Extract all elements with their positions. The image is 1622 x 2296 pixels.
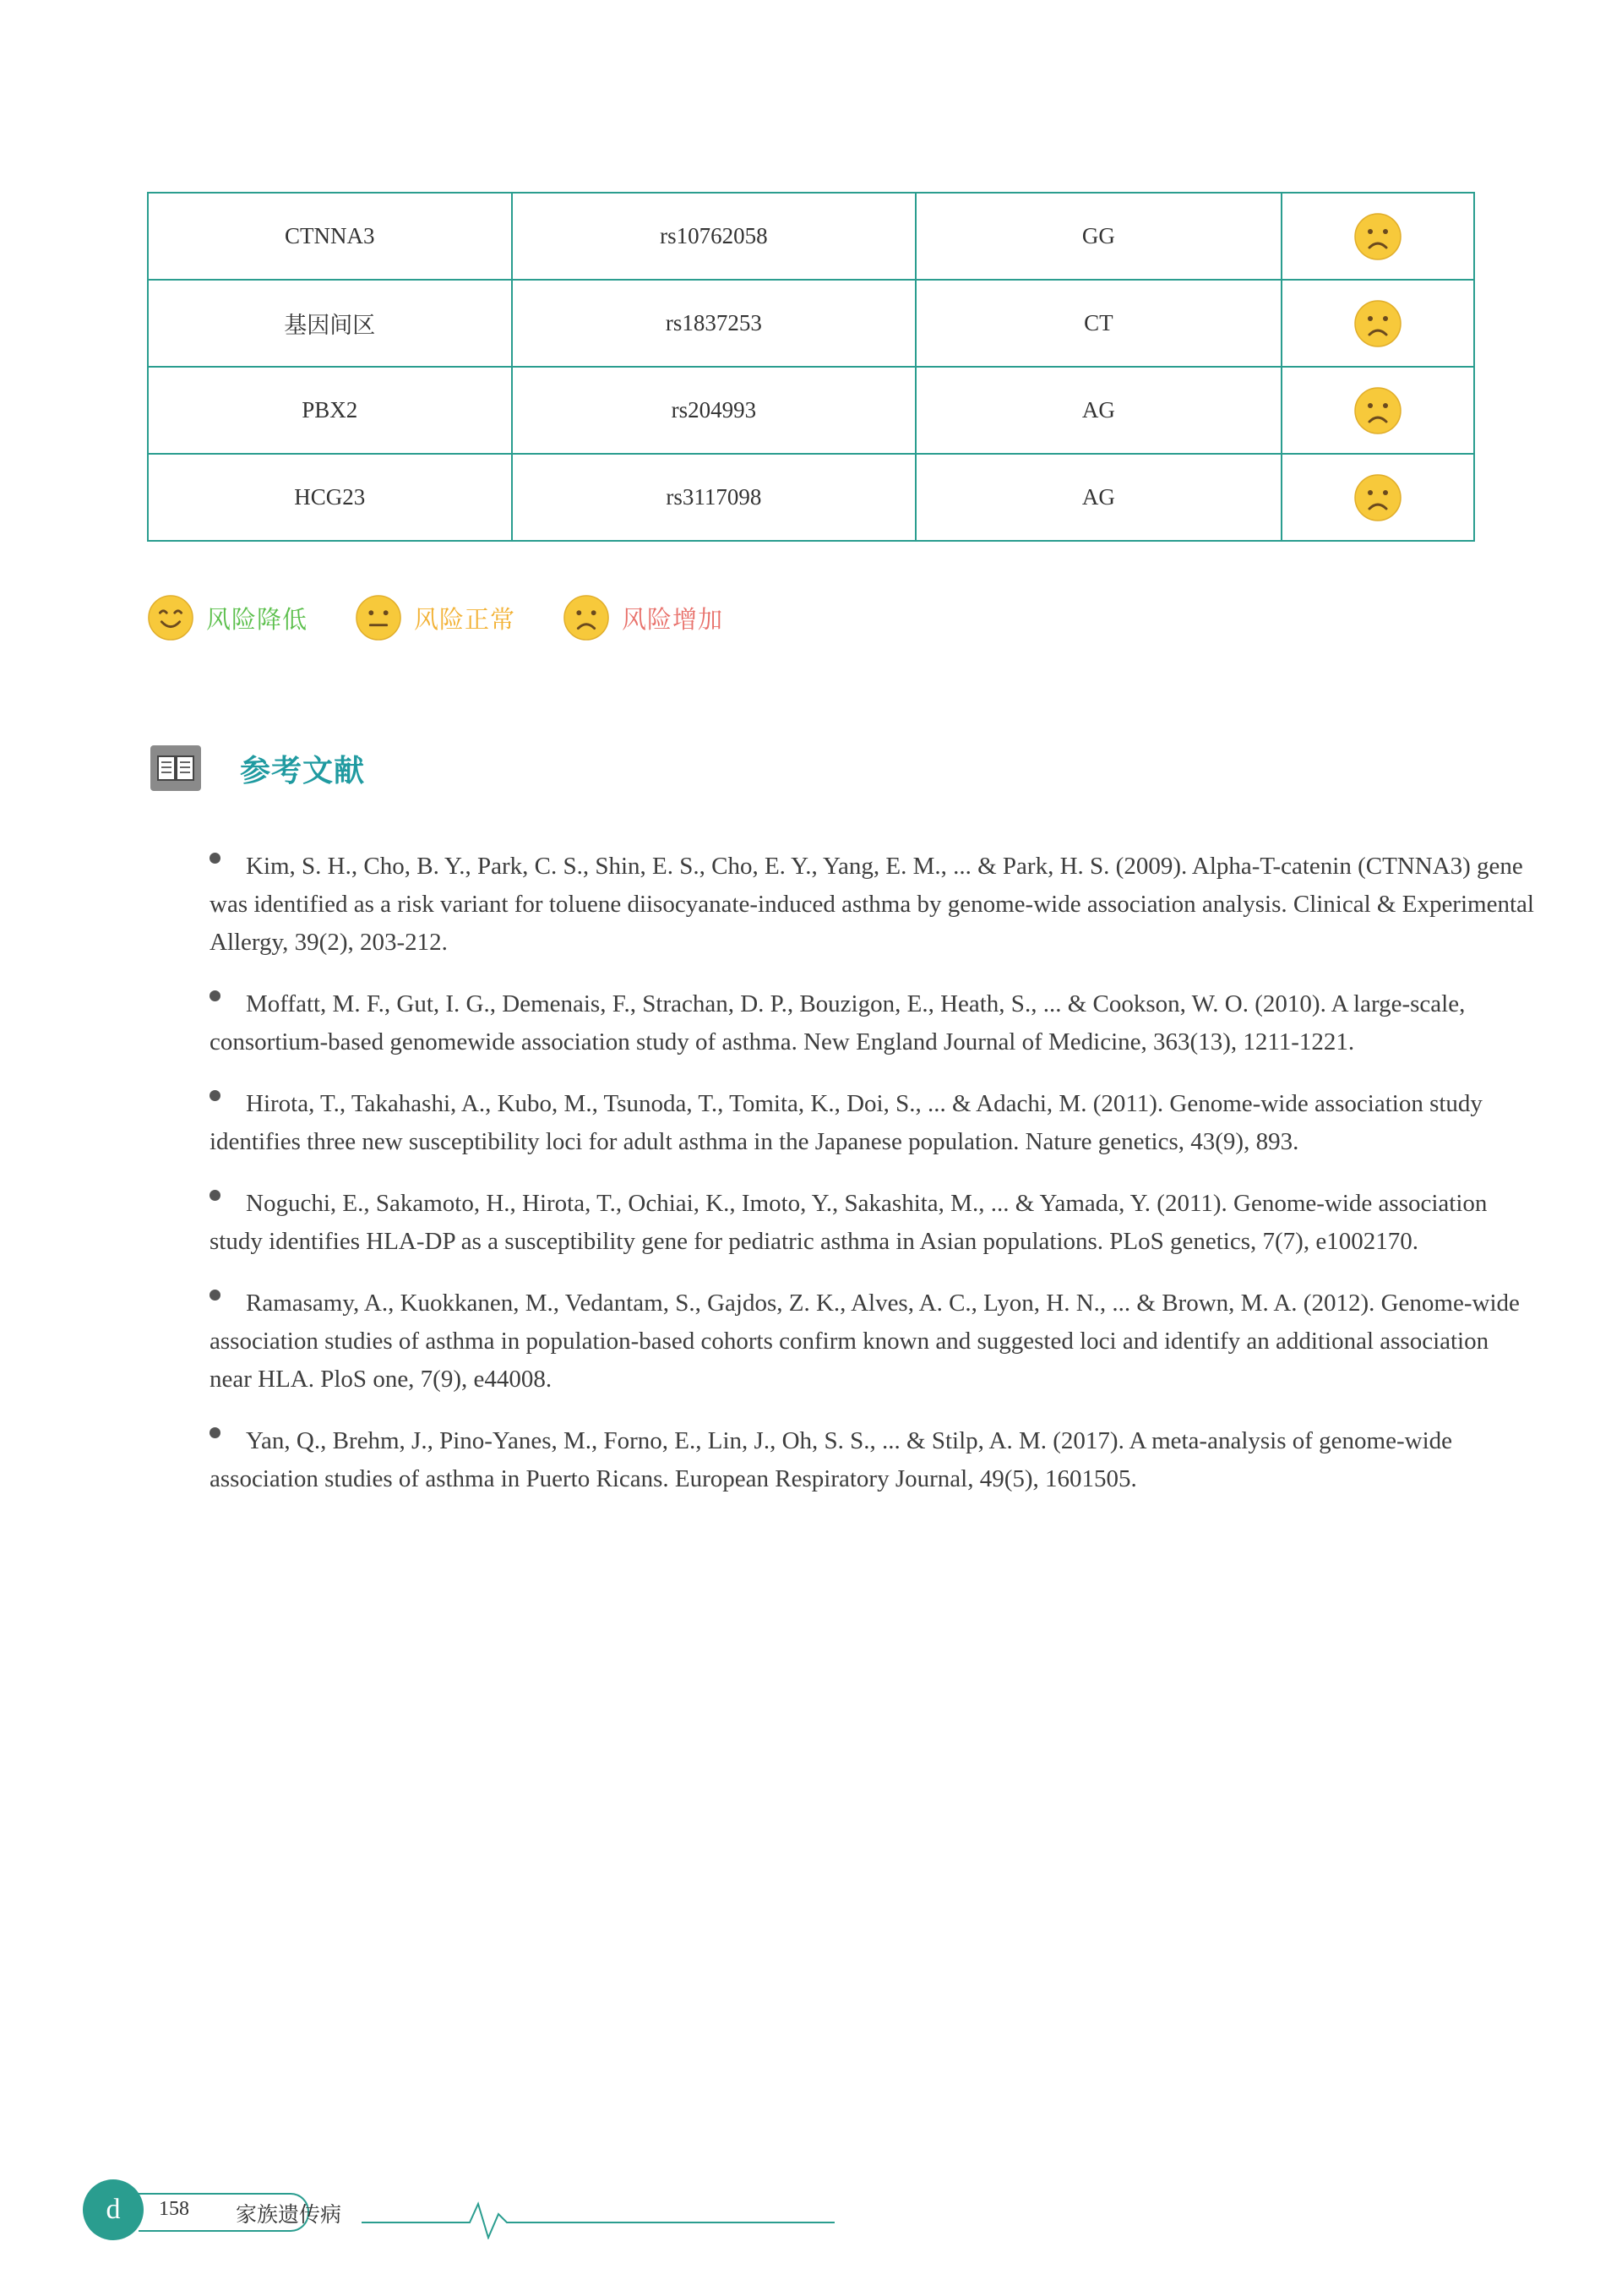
rsid-cell: rs204993 [512, 367, 917, 454]
list-item [210, 1085, 1536, 1161]
gene-cell: CTNNA3 [148, 193, 512, 280]
footer-title: 家族遗传病 [236, 2202, 342, 2227]
bullet-icon [210, 1290, 220, 1301]
genotype-cell: AG [916, 367, 1282, 454]
list-item [210, 1284, 1536, 1399]
gene-cell: PBX2 [148, 367, 512, 454]
rsid-cell: rs10762058 [512, 193, 917, 280]
neutral-face-icon [355, 594, 402, 641]
legend-label-normal: 风险正常 [414, 604, 516, 634]
reference-text: Ramasamy, A., Kuokkanen, M., Vedantam, S., Gajdos, Z. K., Alves, A. C., Lyon, H. N., ... & Brown, M. A. (2012). Genome-wide association studies of asthma in population-based cohorts confirm known and suggested loci and identify an additional association near HLA. PloS one, 7(9), e44008. [210, 1290, 1520, 1393]
heartbeat-line-icon [362, 2189, 835, 2239]
gene-cell: HCG23 [148, 454, 512, 541]
book-icon [150, 745, 201, 791]
genotype-cell: AG [916, 454, 1282, 541]
risk-legend [147, 594, 770, 641]
genotype-cell: GG [916, 193, 1282, 280]
risk-cell [1282, 367, 1474, 454]
sad-face-icon [1353, 386, 1402, 435]
footer-letter-badge: d [83, 2179, 144, 2240]
sad-face-icon [1353, 212, 1402, 261]
sad-face-icon [1353, 473, 1402, 522]
bullet-icon [210, 990, 220, 1001]
list-item [210, 848, 1536, 962]
reference-text: Noguchi, E., Sakamoto, H., Hirota, T., Ochiai, K., Imoto, Y., Sakashita, M., ... & Yamada, Y. (2011). Genome-wide association study identifies HLA-DP as a susceptibility gene for pediatric asthma in Asian populations. PLoS genetics, 7(7), e1002170. [210, 1190, 1488, 1255]
rsid-cell: rs3117098 [512, 454, 917, 541]
legend-label-low: 风险降低 [206, 604, 308, 634]
page-number: 158 [159, 2198, 189, 2220]
genotype-table [147, 192, 1475, 542]
rsid-cell: rs1837253 [512, 280, 917, 367]
legend-label-high: 风险增加 [622, 604, 724, 634]
risk-cell [1282, 280, 1474, 367]
sad-face-icon [563, 594, 610, 641]
reference-text: Yan, Q., Brehm, J., Pino-Yanes, M., Forno, E., Lin, J., Oh, S. S., ... & Stilp, A. M. (2017). A meta-analysis of genome-wide association studies of asthma in Puerto Ricans. European Respiratory Journal, 49(5), 1601505. [210, 1427, 1452, 1492]
reference-text: Kim, S. H., Cho, B. Y., Park, C. S., Shin, E. S., Cho, E. Y., Yang, E. M., ... & Park, H. S. (2009). Alpha-T-catenin (CTNNA3) gene was identified as a risk variant for toluene diisocyanate-induced asthma by genome-wide association analysis. Clinical & Experimental Allergy, 39(2), 203-212. [210, 853, 1534, 956]
legend-item-high [563, 594, 723, 641]
list-item [210, 1185, 1536, 1261]
smile-face-icon [147, 594, 194, 641]
legend-item-normal [355, 594, 515, 641]
reference-text: Hirota, T., Takahashi, A., Kubo, M., Tsunoda, T., Tomita, K., Doi, S., ... & Adachi, M. (2011). Genome-wide association study identifies three new susceptibility loci for adult asthma in the Japanese population. Nature genetics, 43(9), 893. [210, 1090, 1483, 1155]
references-heading [150, 745, 365, 791]
legend-item-low [147, 594, 308, 641]
sad-face-icon [1353, 299, 1402, 348]
bullet-icon [210, 853, 220, 864]
reference-list [210, 848, 1536, 1522]
table-row [148, 193, 1474, 280]
bullet-icon [210, 1427, 220, 1438]
risk-cell [1282, 193, 1474, 280]
risk-cell [1282, 454, 1474, 541]
page-footer [83, 2172, 843, 2248]
table-row [148, 454, 1474, 541]
gene-cell: 基因间区 [148, 280, 512, 367]
table-row [148, 367, 1474, 454]
reference-text: Moffatt, M. F., Gut, I. G., Demenais, F., Strachan, D. P., Bouzigon, E., Heath, S., ... & Cookson, W. O. (2010). A large-scale, consortium-based genomewide association study of asthma. New England Journal of Medicine, 363(13), 1211-1221. [210, 990, 1466, 1055]
bullet-icon [210, 1090, 220, 1101]
references-title: 参考文献 [240, 753, 366, 788]
table-row [148, 280, 1474, 367]
genotype-cell: CT [916, 280, 1282, 367]
list-item [210, 1422, 1536, 1498]
list-item [210, 985, 1536, 1061]
bullet-icon [210, 1190, 220, 1201]
